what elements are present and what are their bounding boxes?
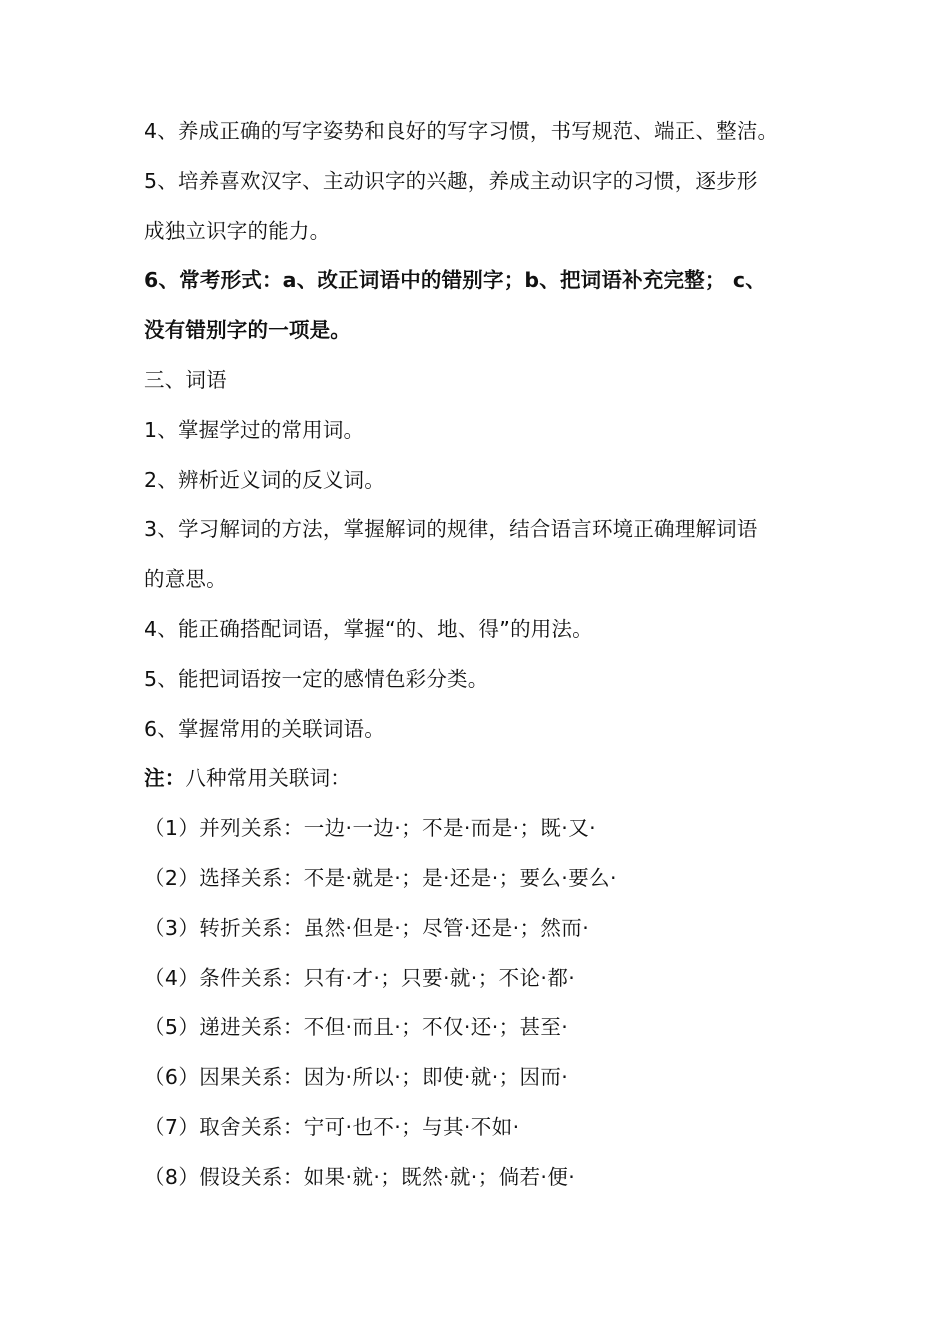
exam-format-line: 6、常考形式：a、改正词语中的错别字；b、把词语补充完整； c、 [144,268,766,293]
conjunction-item: （5）递进关系：不但·而且·；不仅·还·；甚至· [144,1015,569,1040]
conjunction-item: （1）并列关系：一边·一边·；不是·而是·；既·又· [144,816,597,841]
paragraph-line: 5、能把词语按一定的感情色彩分类。 [144,666,489,691]
paragraph-line: 5、培养喜欢汉字、主动识字的兴趣，养成主动识字的习惯，逐步形 [144,168,758,193]
note-text: 八种常用关联词： [185,766,352,791]
conjunction-item: （4）条件关系：只有·才·；只要·就·；不论·都· [144,965,576,990]
exam-format-line: 没有错别字的一项是。 [144,318,351,343]
conjunction-item: （7）取舍关系：宁可·也不·；与其·不如· [144,1114,520,1139]
conjunction-item: （3）转折关系：虽然·但是·；尽管·还是·；然而· [144,915,590,940]
paragraph-line: 1、掌握学过的常用词。 [144,417,365,442]
conjunction-item: （6）因果关系：因为·所以·；即使·就·；因而· [144,1065,569,1090]
conjunction-item: （8）假设关系：如果·就·；既然·就·；倘若·便· [144,1164,576,1189]
document-body [144,107,824,1203]
paragraph-line: 成独立识字的能力。 [144,218,331,243]
section-heading: 三、词语 [144,367,227,392]
conjunction-item: （2）选择关系：不是·就是·；是·还是·；要么·要么· [144,865,617,890]
paragraph-line: 2、辨析近义词的反义词。 [144,467,385,492]
paragraph-line: 4、能正确搭配词语，掌握“的、地、得”的用法。 [144,616,593,641]
paragraph-line: 4、养成正确的写字姿势和良好的写字习惯，书写规范、端正、整洁。 [144,119,779,143]
paragraph-line: 的意思。 [144,567,227,592]
paragraph-line: 6、掌握常用的关联词语。 [144,716,385,741]
note-line [144,754,824,804]
note-label: 注： [144,766,186,791]
paragraph-line: 3、学习解词的方法，掌握解词的规律，结合语言环境正确理解词语 [144,517,758,542]
